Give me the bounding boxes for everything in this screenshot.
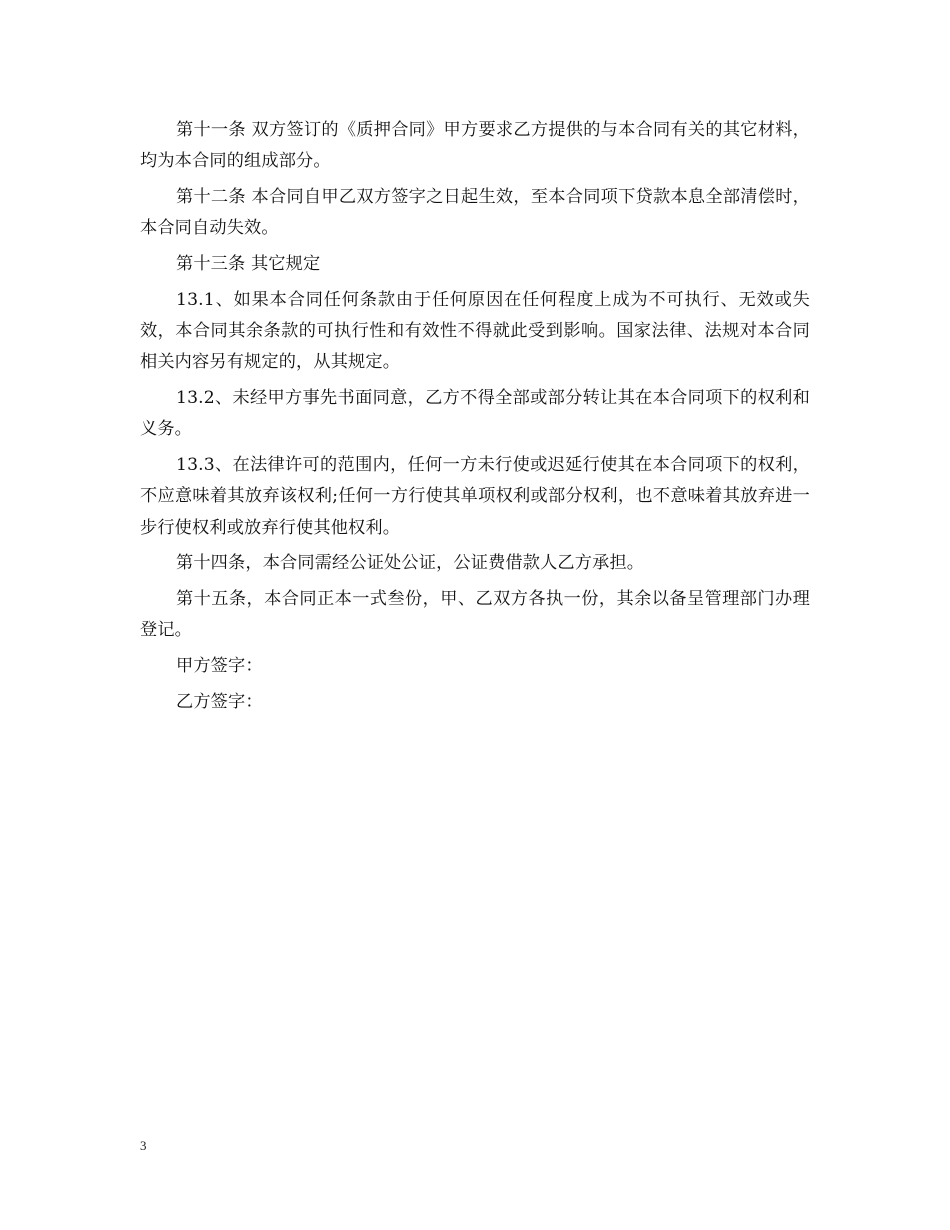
party-b-signature-line: 乙方签字： xyxy=(176,691,263,712)
clause-13-1: 13.1、如果本合同任何条款由于任何原因在任何程度上成为不可执行、无效或失效，本合同其余条款的可执行性和有效性不得就此受到影响。国家法律、法规对本合同相关内容另有规定的，从其规定。 xyxy=(140,289,810,373)
clause-13-3: 13.3、在法律许可的范围内，任何一方未行使或迟延行使其在本合同项下的权利，不应意味着其放弃该权利;任何一方行使其单项权利或部分权利，也不意味着其放弃进一步行使权利或放弃行使其他权利。 xyxy=(140,455,810,538)
party-a-signature-line: 甲方签字： xyxy=(176,656,263,676)
article-13-heading: 第十三条 其它规定 xyxy=(176,254,321,274)
page-number: 3 xyxy=(140,1138,147,1153)
article-14: 第十四条，本合同需经公证处公证，公证费借款人乙方承担。 xyxy=(176,553,645,574)
article-12: 第十二条 本合同自甲乙双方签字之日起生效，至本合同项下贷款本息全部清偿时，本合同自动失效。 xyxy=(140,187,810,239)
clause-13-2: 13.2、未经甲方事先书面同意，乙方不得全部或部分转让其在本合同项下的权利和义务。 xyxy=(140,388,810,440)
article-11: 第十一条 双方签订的《质押合同》甲方要求乙方提供的与本合同有关的其它材料，均为本合同的组成部分。 xyxy=(140,120,810,172)
article-15: 第十五条，本合同正本一式叁份，甲、乙双方各执一份，其余以备呈管理部门办理登记。 xyxy=(140,589,810,641)
document-body xyxy=(140,115,810,722)
